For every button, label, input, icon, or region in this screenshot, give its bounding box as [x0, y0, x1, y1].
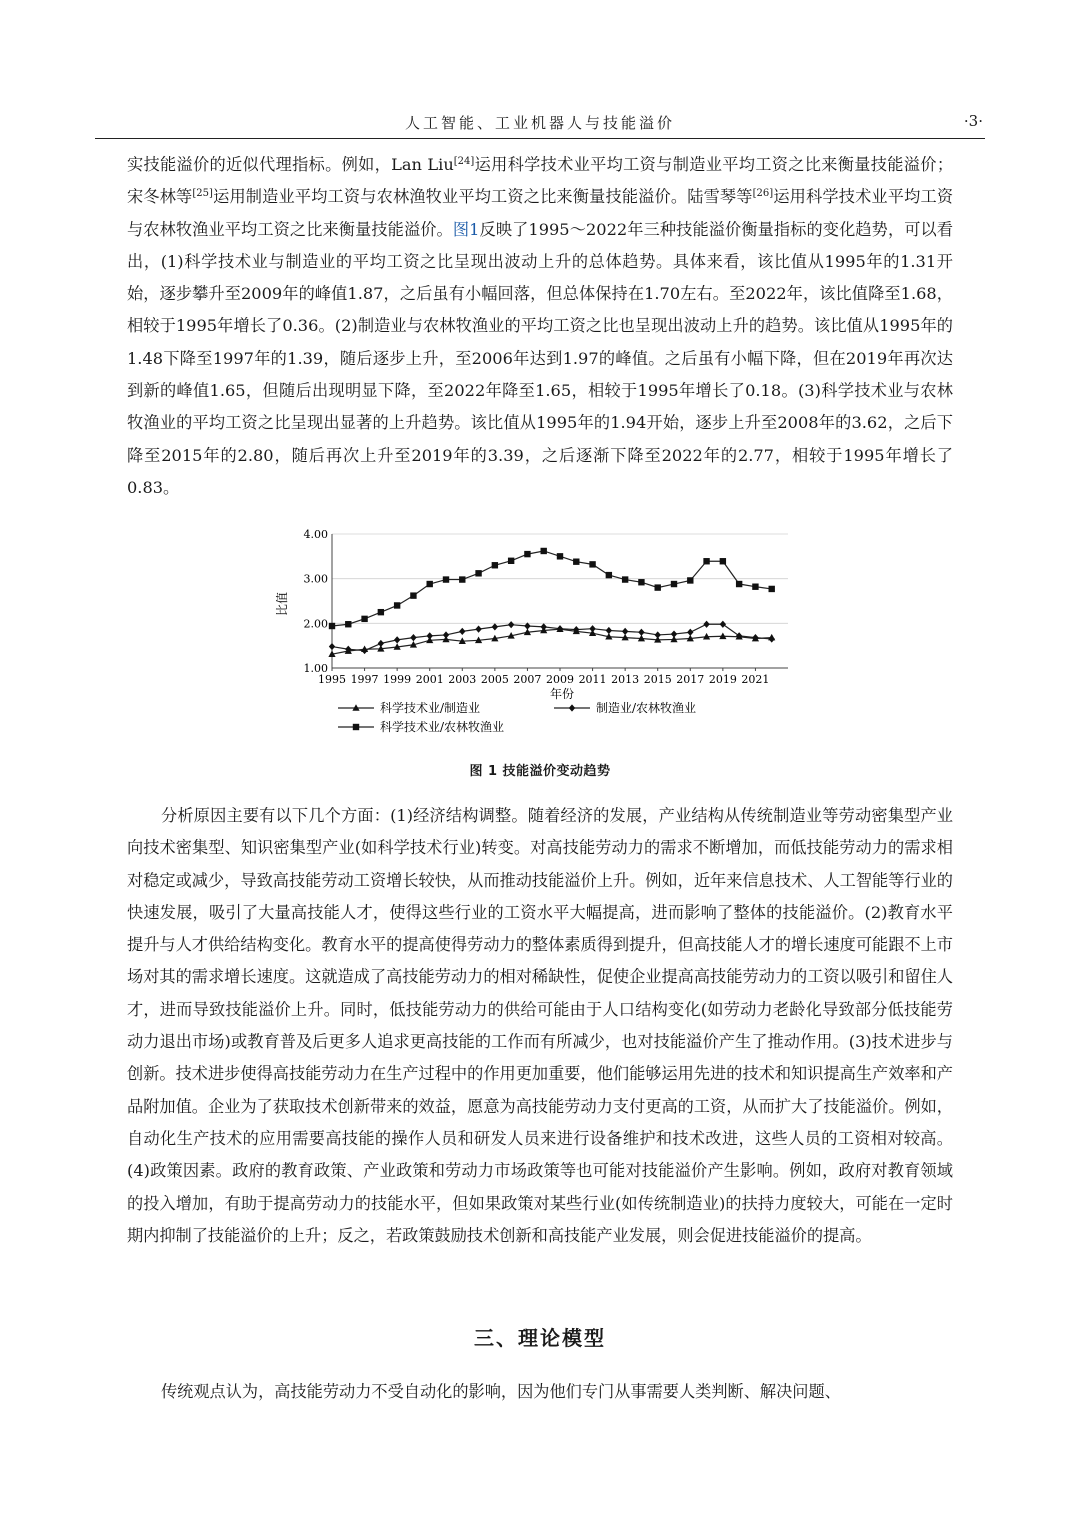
data-point — [394, 636, 400, 643]
data-point — [720, 621, 726, 628]
data-point — [524, 551, 530, 557]
data-point — [361, 647, 367, 654]
data-point — [443, 576, 449, 582]
data-point — [752, 584, 758, 590]
figure-1 — [275, 522, 798, 747]
x-tick-label: 2005 — [480, 673, 509, 686]
data-point — [557, 553, 563, 559]
x-tick-label: 2001 — [415, 673, 444, 686]
data-point — [459, 628, 465, 635]
data-point — [410, 592, 416, 598]
figure-1-link[interactable]: 图1 — [452, 219, 480, 239]
data-point — [687, 629, 693, 636]
data-point — [475, 570, 481, 576]
data-point — [345, 621, 351, 627]
data-point — [361, 616, 367, 622]
legend-label: 科学技术业/农林牧渔业 — [380, 720, 505, 734]
chart-y-axis-label: 比值 — [275, 591, 289, 617]
x-tick-label: 1999 — [383, 673, 412, 686]
x-tick-label: 1995 — [318, 673, 346, 686]
y-tick-label: 3.00 — [303, 572, 328, 586]
y-tick-label: 1.00 — [303, 662, 328, 675]
data-point — [687, 577, 693, 583]
figure-1-caption: 图 1 技能溢价变动趋势 — [469, 764, 611, 779]
x-tick-label: 2003 — [448, 673, 477, 686]
page-number: ·3· — [963, 112, 983, 130]
x-tick-label: 2021 — [741, 673, 770, 686]
section-title: 三、理论模型 — [474, 1326, 606, 1350]
data-point — [394, 602, 400, 608]
data-point — [655, 584, 661, 590]
data-point — [573, 558, 579, 564]
data-point — [606, 627, 612, 634]
paragraph-1-text-c: 运用制造业平均工资与农林渔牧业平均工资之比来衡量技能溢价。陆雪琴等 — [212, 187, 753, 207]
data-point — [736, 581, 742, 587]
data-point — [427, 632, 433, 639]
data-point — [655, 631, 661, 638]
data-point — [671, 630, 677, 637]
chart-y-ticks — [304, 528, 329, 675]
data-point — [720, 558, 726, 564]
chart-x-axis-label: 年份 — [549, 687, 575, 701]
data-point — [410, 634, 416, 641]
x-tick-label: 2013 — [611, 673, 640, 686]
legend-item-3 — [338, 719, 504, 734]
legend-marker — [569, 704, 575, 711]
data-point — [769, 586, 775, 592]
data-point — [427, 581, 433, 587]
legend-label: 科学技术业/制造业 — [380, 701, 481, 715]
skill-premium-line-chart — [275, 522, 798, 747]
paragraph-1-text-d: 运用科学技术业平均工资与农林牧渔业平均工资之比来衡量技能溢价。 — [127, 187, 954, 239]
paragraph-1 — [127, 149, 953, 504]
data-point — [541, 623, 547, 630]
data-point — [443, 631, 449, 638]
x-tick-label: 2009 — [546, 673, 574, 686]
data-point — [769, 635, 775, 642]
data-point — [378, 609, 384, 615]
running-header — [95, 110, 985, 139]
paragraph-1-text-a: 实技能溢价的近似代理指标。例如，Lan Liu — [127, 155, 454, 174]
chart-series — [328, 548, 775, 657]
data-point — [329, 643, 335, 650]
paragraph-1-text-b: 运用科学技术业平均工资与制造业平均工资之比来衡量技能溢价；宋冬林等 — [127, 155, 954, 207]
chart-legend — [338, 700, 696, 734]
x-tick-label: 2011 — [578, 673, 607, 686]
x-tick-label: 2015 — [643, 673, 672, 686]
legend-item-2 — [554, 700, 696, 715]
data-point — [703, 558, 709, 564]
paragraph-2: 分析原因主要有以下几个方面：(1)经济结构调整。随着经济的发展，产业结构从传统制造业等劳动密集型产业向技术密集型、知识密集型产业(如科学技术行业)转变。对高技能劳动力的需求不断增加，而低技能劳动力的需求相对稳定或减少，导致高技能劳动工资增长较快，从而推动技能溢价上升。例如，近年来信息技术、人工智能等行业的快速发展，吸引了大量高技能人才，使得这些行业的工资水平大幅提高，进而影响了整体的技能溢价。(2)教育水平提升与人才供给结构变化。教育水平的提高使得劳动力的整体素质得到提升，但高技能人才的增长速度可能跟不上市场对其的需求增长速度。这就造成了高技能劳动力的相对稀缺性，促使企业提高高技能劳动力的工资以吸引和留住人才，进而导致技能溢价上升。同时，低技能劳动力的供给可能由于人口结构变化(如劳动力老龄化导致部分低技能劳动力退出市场)或教育普及后更多人追求更高技能的工作而有所减少，也对技能溢价产生了推动作用。(3)技术进步与创新。技术进步使得高技能劳动力在生产过程中的作用更加重要，他们能够运用先进的技术和知识提高生产效率和产品附加值。企业为了获取技术创新带来的效益，愿意为高技能劳动力支付更高的工资，从而扩大了技能溢价。例如，自动化生产技术的应用需要高技能的操作人员和研发人员来进行设备维护和技术改进，这些人员的工资相对较高。(4)政策因素。政府的教育政策、产业政策和劳动力市场政策等也可能对技能溢价产生影响。例如，政府对教育领域的投入增加，有助于提高劳动力的技能水平，但如果政策对某些行业(如传统制造业)的扶持力度较大，可能在一定时期内抑制了技能溢价的上升；反之，若政策鼓励技术创新和高技能产业发展，则会促进技能溢价的提高。 — [127, 806, 953, 1245]
legend-item-1 — [338, 700, 480, 715]
paragraph-1-text-e: 反映了1995～2022年三种技能溢价衡量指标的变化趋势，可以看出，(1)科学技术业与制造业的平均工资之比呈现出波动上升的总体趋势。具体来看，该比值从1995年的1.31开始，逐步攀升至2009年的峰值1.87，之后虽有小幅回落，但总体保持在1.70左右。至2022年，该比值降至1.68，相较于1995年增长了0.36。(2)制造业与农林牧渔业的平均工资之比也呈现出波动上升的趋势。该比值从1995年的1.48下降至1997年的1.39，随后逐步上升，至2006年达到1.97的峰值。之后虽有小幅下降，但在2019年再次达到新的峰值1.65，但随后出现明显下降，至2022年降至1.65，相较于1995年增长了0.18。(3)科学技术业与农林牧渔业的平均工资之比呈现出显著的上升趋势。该比值从1995年的1.94开始，逐步上升至2008年的3.62，之后下降至2015年的2.80，随后再次上升至2019年的3.39，之后逐渐下降至2022年的2.77，相较于1995年增长了0.83。 — [127, 219, 954, 497]
data-point — [589, 625, 595, 632]
paragraph-3: 传统观点认为，高技能劳动力不受自动化的影响，因为他们专门从事需要人类判断、解决问题、 — [161, 1382, 841, 1401]
x-tick-label: 2007 — [513, 673, 542, 686]
data-point — [541, 548, 547, 554]
x-tick-label: 2017 — [676, 673, 705, 686]
y-tick-label: 2.00 — [303, 617, 328, 631]
y-tick-label: 4.00 — [303, 528, 328, 541]
data-point — [638, 579, 644, 585]
data-point — [703, 621, 709, 628]
data-point — [492, 562, 498, 568]
data-point — [475, 626, 481, 633]
chart-gridlines — [332, 534, 788, 623]
data-point — [622, 628, 628, 635]
series-3 — [329, 548, 775, 629]
data-point — [622, 576, 628, 582]
data-point — [492, 623, 498, 630]
legend-marker — [353, 724, 359, 730]
data-point — [589, 561, 595, 567]
citation-24[interactable]: [24] — [453, 156, 475, 167]
data-point — [508, 558, 514, 564]
x-tick-label: 2019 — [708, 673, 737, 686]
data-point — [459, 576, 465, 582]
citation-25[interactable]: [25] — [192, 188, 213, 200]
citation-26[interactable]: [26] — [752, 188, 774, 200]
data-point — [606, 572, 612, 578]
x-tick-label: 1997 — [350, 673, 379, 686]
data-point — [638, 629, 644, 636]
chart-x-ticks — [318, 668, 769, 686]
data-point — [378, 640, 384, 647]
data-point — [508, 621, 514, 628]
running-title: 人工智能、工业机器人与技能溢价 — [404, 114, 675, 132]
data-point — [671, 581, 677, 587]
legend-label: 制造业/农林牧渔业 — [596, 701, 697, 715]
data-point — [329, 623, 335, 629]
